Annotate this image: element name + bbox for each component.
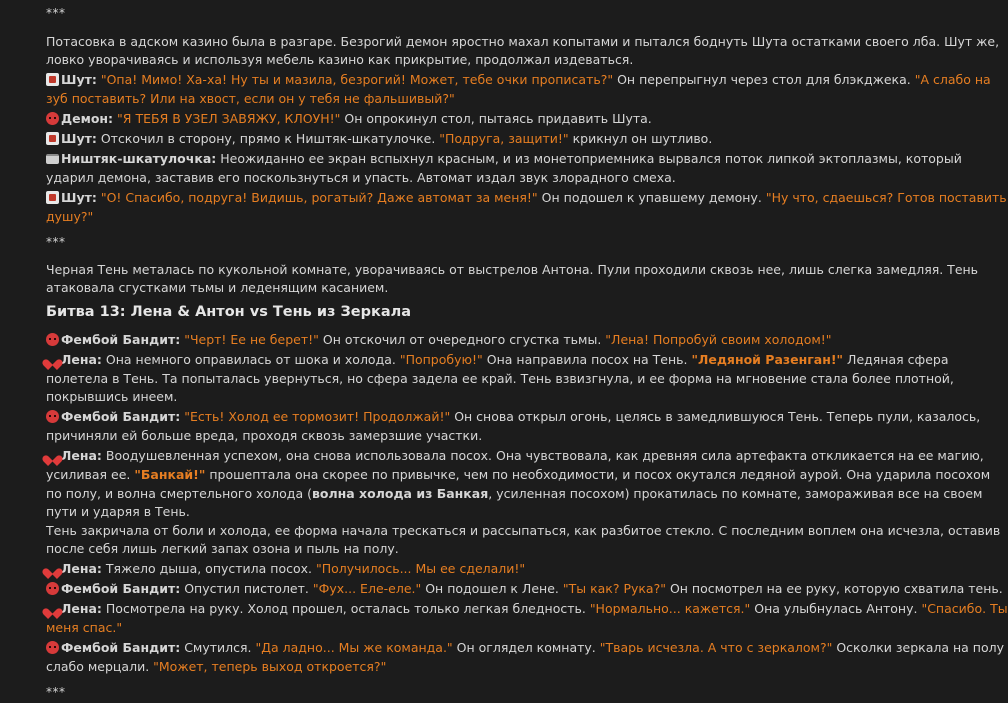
- paragraph: атаковала сгустками тьмы и леденящим касанием.: [46, 280, 389, 295]
- narration: Тяжело дыша, опустила посох.: [101, 561, 316, 576]
- quote: "Ну что, сдаешься? Готов поставить: [765, 190, 1007, 205]
- quote: "Может, теперь выход откроется?": [153, 659, 387, 674]
- jester-card-icon: [46, 73, 59, 86]
- narration: Отскочил в сторону, прямо к Ништяк-шкатулочке.: [96, 131, 440, 146]
- speaker-name: Шут:: [61, 131, 97, 146]
- quote: "Нормально... кажется.": [589, 601, 751, 616]
- dialogue-line-cont: [46, 89, 946, 108]
- demon-face-icon: [46, 112, 59, 125]
- speaker-name: Фембой Бандит:: [61, 640, 181, 655]
- devil-face-icon: [46, 333, 59, 346]
- narration: Неожиданно ее экран вспыхнул красным, и из монетоприемника вырвался поток липкой эктоплазмы, который: [216, 151, 962, 166]
- quote: "Ты как? Рука?": [562, 581, 666, 596]
- battle-heading: Битва 13: Лена & Антон vs Тень из Зеркала: [46, 304, 412, 320]
- dialogue-line: [46, 149, 962, 168]
- narration: Воодушевленная успехом, она снова использовала посох. Она чувствовала, как древняя сила артефакта откликается на ее магию,: [101, 448, 984, 463]
- dialogue-line: [46, 638, 1004, 657]
- speaker-name: Шут:: [61, 190, 97, 205]
- dialogue-line: [46, 579, 1003, 598]
- narration: Он отскочил от очередного сгустка тьмы.: [318, 332, 606, 347]
- dialogue-line-cont: [46, 465, 991, 484]
- paragraph: ловко уворачиваясь и используя мебель казино как прикрытие, продолжал издеваться.: [46, 52, 634, 67]
- bold-text: волна холода из Банкая: [311, 486, 489, 501]
- paragraph: Тень закричала от боли и холода, ее форма начала трескаться и рассыпаться, как разбитое стекло. С последним воплем она исчезла, оставив: [46, 523, 1001, 538]
- narration: Он перепрыгнул через стол для блэкджека.: [613, 72, 915, 87]
- jester-card-icon: [46, 132, 59, 145]
- quote-bold: "Ледяной Разенган!": [691, 352, 844, 367]
- separator: ***: [46, 685, 66, 699]
- dialogue-line-cont: [46, 618, 946, 637]
- dialogue-line-cont: ударил демона, заставив его поскользнуться и упасть. Автомат издал звук злорадного смеха.: [46, 170, 676, 185]
- quote: "Опа! Мимо! Ха-ха! Ну ты и мазила, безрогий! Может, тебе очки прописать?": [100, 72, 614, 87]
- narration: усиливая ее.: [46, 467, 135, 482]
- quote: "Лена! Попробуй своим холодом!": [605, 332, 832, 347]
- devil-face-icon: [46, 641, 59, 654]
- quote: "Черт! Ее не берет!": [184, 332, 319, 347]
- narration: Посмотрела на руку. Холод прошел, осталась только легкая бледность.: [101, 601, 590, 616]
- dialogue-line-cont: [46, 484, 983, 503]
- narration: Он подошел к Лене.: [421, 581, 563, 596]
- paragraph: Черная Тень металась по кукольной комнате, уворачиваясь от выстрелов Антона. Пули проходили сквозь нее, лишь слегка замедляя. Тень: [46, 262, 979, 277]
- speaker-name: Шут:: [61, 72, 97, 87]
- quote: "Подруга, защити!": [439, 131, 569, 146]
- dialogue-line: [46, 599, 1008, 618]
- narration: Осколки зеркала на полу: [832, 640, 1004, 655]
- speaker-name: Фембой Бандит:: [61, 332, 181, 347]
- narration: Он оглядел комнату.: [452, 640, 600, 655]
- dialogue-line-cont: покрывшись инеем.: [46, 389, 178, 404]
- quote: "Есть! Холод ее тормозит! Продолжай!": [184, 409, 451, 424]
- dialogue-line: [46, 559, 946, 578]
- dialogue-line: [46, 109, 946, 128]
- speaker-name: Лена:: [61, 448, 102, 463]
- quote: меня спас.": [46, 620, 123, 635]
- dialogue-line: [46, 129, 946, 148]
- narration: Он подошел к упавшему демону.: [537, 190, 766, 205]
- devil-face-icon: [46, 582, 59, 595]
- heart-icon: [46, 602, 59, 615]
- dialogue-line-cont: полетела в Тень. Та попыталась увернуться, но сфера задела ее край. Тень взвизгнула, и ее форма на мгновение стала более плотной,: [46, 371, 954, 386]
- quote: "Фух... Еле-еле.": [312, 581, 422, 596]
- speaker-name: Фембой Бандит:: [61, 409, 181, 424]
- dialogue-line: [46, 70, 991, 89]
- narration: Она улыбнулась Антону.: [750, 601, 922, 616]
- quote: зуб поставить? Или на хвост, если он у тебя не фальшивый?": [46, 91, 455, 106]
- narration: Опустил пистолет.: [180, 581, 313, 596]
- speaker-name: Демон:: [61, 111, 114, 126]
- speaker-name: Лена:: [61, 601, 102, 616]
- narration: , усиленная посохом) прокатилась по комнате, замораживая все на своем: [488, 486, 983, 501]
- dialogue-line: [46, 330, 946, 349]
- separator: ***: [46, 6, 66, 20]
- narration: прошептала она скорее по привычке, чем по необходимости, и посох окутался ледяной аурой. Она ударила посохом: [205, 467, 991, 482]
- narration: Она направила посох на Тень.: [482, 352, 692, 367]
- narration: Ледяная сфера: [843, 352, 949, 367]
- narration: по полу, и волна смертельного холода (: [46, 486, 312, 501]
- dialogue-line-cont: пути и ударяя в Тень.: [46, 504, 190, 519]
- jester-card-icon: [46, 191, 59, 204]
- dialogue-line-cont: причиняли ей больше вреда, проходя сквозь замерзшие участки.: [46, 428, 483, 443]
- narration: Он опрокинул стол, пытаясь придавить Шута.: [340, 111, 652, 126]
- speaker-name: Ништяк-шкатулочка:: [61, 151, 217, 166]
- narration: Она немного оправилась от шока и холода.: [101, 352, 400, 367]
- paragraph: Потасовка в адском казино была в разгаре. Безрогий демон яростно махал копытами и пытался боднуть Шута остатками своего лба. Шут же,: [46, 34, 1000, 49]
- quote: душу?": [46, 209, 94, 224]
- quote: "Да ладно... Мы же команда.": [255, 640, 453, 655]
- quote: "А слабо на: [914, 72, 991, 87]
- speaker-name: Лена:: [61, 352, 102, 367]
- narration: Он снова открыл огонь, целясь в замедлившуюся Тень. Теперь пули, казалось,: [450, 409, 981, 424]
- separator: ***: [46, 235, 66, 249]
- narration: крикнул он шутливо.: [568, 131, 713, 146]
- quote: "Попробую!": [399, 352, 483, 367]
- heart-icon: [46, 449, 59, 462]
- dialogue-line: [46, 446, 984, 465]
- devil-face-icon: [46, 410, 59, 423]
- narration: Смутился.: [180, 640, 256, 655]
- dialogue-line-cont: [46, 657, 946, 676]
- dialogue-line: [46, 350, 949, 369]
- speaker-name: Фембой Бандит:: [61, 581, 181, 596]
- quote: "Спасибо. Ты: [921, 601, 1008, 616]
- narration: Он посмотрел на ее руку, которую схватила тень.: [665, 581, 1003, 596]
- quote: "Я ТЕБЯ В УЗЕЛ ЗАВЯЖУ, КЛОУН!": [117, 111, 341, 126]
- dialogue-line: [46, 188, 1007, 207]
- heart-icon: [46, 562, 59, 575]
- quote: "О! Спасибо, подруга! Видишь, рогатый? Даже автомат за меня!": [100, 190, 538, 205]
- heart-icon: [46, 353, 59, 366]
- slot-machine-icon: [46, 154, 59, 164]
- dialogue-line-cont: [46, 207, 946, 226]
- dialogue-line: [46, 407, 981, 426]
- quote-bold: "Банкай!": [134, 467, 206, 482]
- paragraph: после себя лишь легкий запах озона и пыль на полу.: [46, 541, 399, 556]
- quote: "Тварь исчезла. А что с зеркалом?": [599, 640, 833, 655]
- narration: слабо мерцали.: [46, 659, 154, 674]
- quote: "Получилось... Мы ее сделали!": [316, 561, 526, 576]
- speaker-name: Лена:: [61, 561, 102, 576]
